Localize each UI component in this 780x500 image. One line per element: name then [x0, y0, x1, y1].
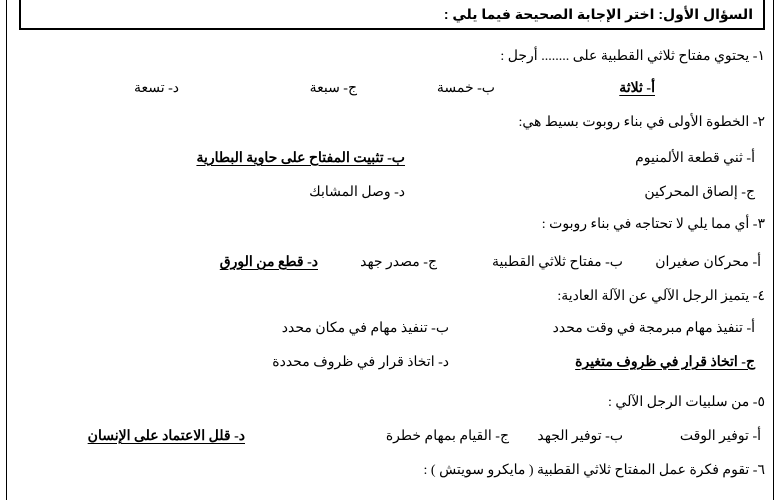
- question-4-option-a[interactable]: أ- تنفيذ مهام مبرمجة في وقت محدد: [552, 321, 755, 336]
- question-3-stem: ٣- أي مما يلي لا تحتاجه في بناء روبوت :: [541, 217, 765, 232]
- question-4-option-c[interactable]: ج- اتخاذ قرار في ظروف متغيرة: [575, 355, 755, 370]
- question-5-option-d[interactable]: د- قلل الاعتماد على الإنسان: [87, 429, 245, 444]
- question-5-stem: ٥- من سلبيات الرجل الآلي :: [608, 395, 765, 410]
- question-4-stem: ٤- يتميز الرجل الآلي عن الآلة العادية:: [557, 289, 765, 304]
- question-header-box: [19, 0, 765, 30]
- question-1-option-d[interactable]: د- تسعة: [133, 81, 179, 96]
- question-2-stem: ٢- الخطوة الأولى في بناء روبوت بسيط هي:: [518, 115, 765, 130]
- worksheet-page: [6, 0, 774, 500]
- question-1-option-a[interactable]: أ- ثلاثة: [619, 81, 655, 96]
- question-2-option-d[interactable]: د- وصل المشابك: [309, 185, 405, 200]
- question-5-option-b[interactable]: ب- توفير الجهد: [537, 429, 623, 444]
- question-6-stem: ٦- تقوم فكرة عمل المفتاح ثلاثي القطبية ( مايكرو سويتش ) :: [423, 463, 765, 478]
- question-5-option-a[interactable]: أ- توفير الوقت: [679, 429, 761, 444]
- question-1-option-c[interactable]: ج- سبعة: [309, 81, 357, 96]
- question-3-option-a[interactable]: أ- محركان صغيران: [655, 255, 761, 270]
- question-3-option-b[interactable]: ب- مفتاح ثلاثي القطبية: [492, 255, 623, 270]
- question-2-option-b[interactable]: ب- تثبيت المفتاح على حاوية البطارية: [196, 151, 405, 166]
- question-1-stem: ١- يحتوي مفتاح ثلاثي القطبية على ........ أرجل :: [500, 49, 765, 64]
- question-2-option-c[interactable]: ج- إلصاق المحركين: [644, 185, 755, 200]
- question-2-option-a[interactable]: أ- ثني قطعة الألمنيوم: [635, 151, 755, 166]
- question-3-option-d[interactable]: د- قطع من الورق: [219, 255, 318, 270]
- question-title: السؤال الأول: اختر الإجابة الصحيحة فيما يلي :: [443, 6, 753, 22]
- question-1-option-b[interactable]: ب- خمسة: [436, 81, 495, 96]
- question-4-option-b[interactable]: ب- تنفيذ مهام في مكان محدد: [281, 321, 449, 336]
- question-4-option-d[interactable]: د- اتخاذ قرار في ظروف محددة: [272, 355, 449, 370]
- question-5-option-c[interactable]: ج- القيام بمهام خطرة: [385, 429, 509, 444]
- question-3-option-c[interactable]: ج- مصدر جهد: [360, 255, 437, 270]
